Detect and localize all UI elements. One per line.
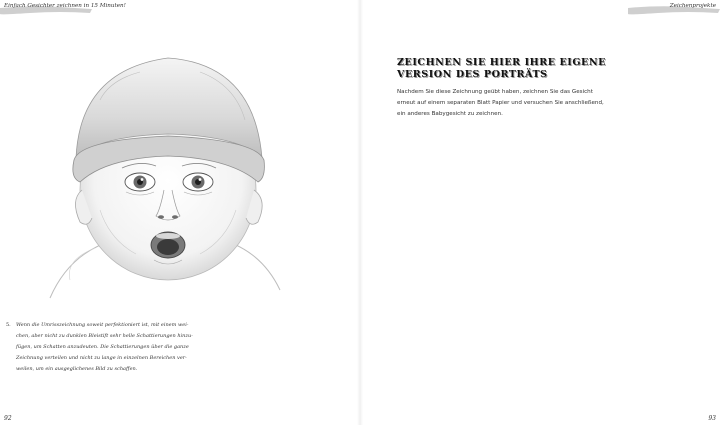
running-head-right: Zeichenprojekte [669, 3, 716, 9]
body-paragraph [397, 87, 637, 120]
step-text [16, 320, 226, 375]
instruction-step [6, 320, 226, 375]
step-number: 5. [6, 322, 11, 328]
body-line: ein anderes Babygesicht zu zeichnen. [397, 111, 503, 117]
page-number-left: 92 [4, 415, 12, 422]
step-line: fügen, um Schatten anzudeuten. Die Schattierungen über die ganze [16, 344, 189, 350]
page-number-right: 93 [708, 415, 716, 422]
baby-portrait-sketch [40, 40, 290, 300]
heading-line: ZEICHNEN SIE HIER IHRE EIGENE [397, 57, 607, 68]
running-head-left: Einfach Gesichter zeichnen in 15 Minuten! [4, 3, 126, 9]
heading-line: VERSION DES PORTRÄTS [397, 69, 548, 80]
body-line: Nachdem Sie diese Zeichnung geübt haben, zeichnen Sie das Gesicht [397, 89, 593, 95]
step-line: Wenn die Umrisszeichnung soweit perfektioniert ist, mit einem wei- [16, 322, 189, 328]
step-line: Zeichnung verteilen und nicht zu lange in einzelnen Bereichen ver- [16, 355, 187, 361]
step-line: chen, aber nicht zu dunklen Bleistift sehr helle Schattierungen hinzu- [16, 333, 193, 339]
section-heading [397, 57, 627, 81]
body-line: erneut auf einem separaten Blatt Papier und versuchen Sie anschließend, [397, 100, 604, 106]
step-line: weilen, um ein ausgeglichenes Bild zu schaffen. [16, 366, 138, 372]
